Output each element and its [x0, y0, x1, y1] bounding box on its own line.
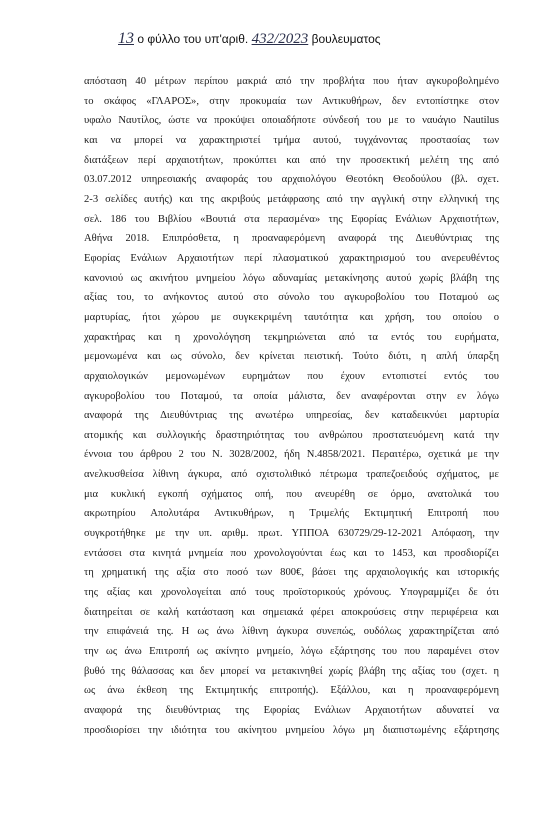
text-line: κανονιού ως ακινήτου μνημείου λόγω αδυναμίας μετακίνησης αυτού χωρίς βλάβη της [84, 272, 499, 284]
text-line: αναφορά της διευθύντριας της Εφορίας Ενάλιων Αρχαιοτήτων αδυνατεί να [84, 705, 499, 716]
text-line: το σκάφος «ΓΛΑΡΟΣ», στην προκυμαία των Αντικυθήρων, δεν εντοπίστηκε στον [84, 95, 499, 107]
page-header [118, 30, 381, 48]
text-line: ως άνω έκθεση της Εκτιμητικής επιτροπής). Εξάλλου, και η προαναφερόμενη [84, 685, 499, 697]
text-line: την επιφάνειά της. Η ως άνω λίθινη άγκυρα συνεπώς, ουδόλως χαρακτηρίζεται από [84, 626, 499, 638]
text-line: μαρτυρίας, ήτοι χώρου με συγκεκριμένη ταυτότητα και χρήση, του οποίου ο [84, 311, 499, 323]
text-line: μεμονωμένα και ως σύνολο, δεν κρίνεται πειστική. Τούτο διότι, η απλή ύπαρξη [84, 351, 499, 363]
text-line: απόσταση 40 μέτρων περίπου μακριά από την προβλήτα που ήταν αγκυροβολημένο [84, 76, 499, 87]
text-line: ατομικής και συλλογικής δραστηριότητας του ανθρώπου προστατευόμενη κατά την [84, 429, 499, 441]
decision-number: 432/2023 [251, 31, 309, 47]
text-line: διατάξεων περί αρχαιοτήτων, προκύπτει και από την προσεκτική μελέτη της από [84, 154, 499, 166]
text-line: αναφορά της Διευθύντριας της ανωτέρω υπηρεσίας, δεν καταδεικνύει μαρτυρία [84, 410, 499, 422]
text-line: χαρακτήρας και η χρονολόγηση τεκμηριώνεται από τα εντός του ευρήματα, [84, 331, 499, 343]
body-text [84, 72, 499, 740]
text-line: Αθήνα 2018. Επιπρόσθετα, η προαναφερόμενη αναφορά της Διευθύντριας της [84, 233, 499, 245]
text-line: ακρωτηρίου Απολυτάρα Αντικυθήρων, η Τριμελής Εκτιμητική Επιτροπή που [84, 508, 499, 520]
text-line: βυθό της θάλασσας και δεν μπορεί να μετακινηθεί χωρίς βλάβη της αξίας του (σχετ. η [84, 665, 499, 677]
text-line: σελ. 186 του Βιβλίου «Βουτιά στα περασμένα» της Εφορίας Ενάλιων Αρχαιοτήτων, [84, 213, 499, 225]
text-line: αγκυροβολίου του Ποταμού, τα οποία μάλιστα, δεν αναφέρονται στην εν λόγω [84, 390, 499, 402]
text-line: 03.07.2012 υπηρεσιακής αναφοράς του αρχαιολόγου Θεοτόκη Θεοδούλου (βλ. σχετ. [84, 174, 499, 186]
text-line: συγκροτήθηκε με την υπ. αριθμ. πρωτ. ΥΠΠΟΑ 630729/29-12-2021 Απόφαση, την [84, 528, 499, 540]
text-line: έννοια του άρθρου 2 του Ν. 3028/2002, ήδη Ν.4858/2021. Περαιτέρω, σχετικά με την [84, 449, 499, 461]
sheet-label: ο φύλλο του υπ'αριθ. [137, 32, 249, 46]
text-line: υφαλο Ναυτίλος, ώστε να προκύψει οποιαδήποτε σύνδεσή του με το ναυάγιο Nautilus [84, 115, 499, 127]
text-line: και να μπορεί να χαρακτηριστεί τμήμα αυτού, τυγχάνοντας προστασίας των [84, 134, 499, 146]
text-line: εντάσσει στα κινητά μνημεία που χρονολογούνται έως και το 1453, και προσδιορίζει [84, 547, 499, 559]
text-line: μια κυκλική εγκοπή σχήματος οπή, που ανευρέθη σε όρμο, ανατολικά του [84, 488, 499, 500]
text-line: αρχαιολογικών μεμονωμένων ευρημάτων που έχουν εντοπιστεί εντός του [84, 370, 499, 382]
text-line: τη χρηματική της αξία στο ποσό των 800€, βάσει της αρχαιολογικής και ιστορικής [84, 567, 499, 579]
text-line: αξίας του, το ανήκοντος αυτού στο σύνολο του αγκυροβολίου του Ποταμού ως [84, 292, 499, 304]
text-line: της αξίας και χρονολογείται από τους προϊστορικούς χρόνους. Υπογραμμίζει δε ότι [84, 587, 499, 599]
sheet-number: 13 [118, 30, 134, 47]
text-line: Εφορίας Ενάλιων Αρχαιοτήτων περί πλασματικού χαρακτηρισμού του ανερευθέντος [84, 252, 499, 264]
text-line: προσδιορίσει την ιδιότητα του ακίνητου μνημείου λόγω μη διαπιστωμένης εξάρτησης [84, 724, 499, 736]
decision-label: βουλευματος [311, 32, 381, 46]
text-line: διατηρείται σε καλή κατάσταση και σημειακά φέρει αποκρούσεις στην περιφέρεια και [84, 606, 499, 618]
text-line: την ως άνω Επιτροπή ως ακίνητο μνημείο, λόγω εξάρτησης του που παραμένει στον [84, 646, 499, 658]
text-line: ανελκυσθείσα λίθινη άγκυρα, από σχιστολιθικό πέτρωμα τραπεζοειδούς σχήματος, με [84, 469, 499, 481]
text-line: 2-3 σελίδες αυτής) και της ακριβούς μετάφρασης από την αγγλική στην ελληνική της [84, 193, 499, 205]
